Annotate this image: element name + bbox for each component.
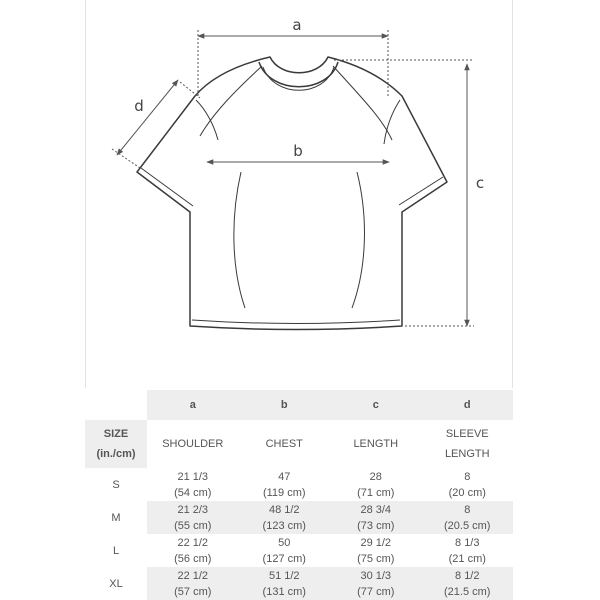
table-cell: 48 1/2 (123 cm) xyxy=(239,501,331,534)
table-cell: 50 (127 cm) xyxy=(262,536,306,565)
dim-d-line xyxy=(117,80,178,155)
table-cell: 8 (20.5 cm) xyxy=(422,501,514,534)
table-cell: 22 1/2 (57 cm) xyxy=(147,567,239,600)
label-b: b xyxy=(293,142,303,160)
right-side-seam xyxy=(352,172,364,308)
tshirt-outline xyxy=(137,57,447,330)
right-sleeve-hem xyxy=(399,177,443,205)
table-cell: 28 3/4 (73 cm) xyxy=(330,501,422,534)
label-a: a xyxy=(292,16,302,34)
table-cell: 29 1/2 (75 cm) xyxy=(357,536,395,565)
size-label: L xyxy=(85,534,147,567)
left-shoulder-seam xyxy=(196,100,218,140)
table-cell: 28 (71 cm) xyxy=(357,470,395,499)
left-sleeve-hem xyxy=(141,168,193,206)
right-shoulder-seam xyxy=(384,100,400,144)
right-raglan-seam xyxy=(333,66,392,140)
left-side-seam xyxy=(234,172,245,308)
table-row xyxy=(85,468,513,501)
table-cell: 21 2/3 (55 cm) xyxy=(147,501,239,534)
table-cell: 47 (119 cm) xyxy=(262,470,306,499)
size-label: S xyxy=(85,468,147,501)
table-row xyxy=(85,567,513,600)
table-cell: 51 1/2 (131 cm) xyxy=(239,567,331,600)
bottom-hem xyxy=(192,320,400,324)
label-c: c xyxy=(475,174,485,192)
sleeve-length-header: SLEEVE LENGTH xyxy=(422,420,514,468)
letter-c: c xyxy=(330,390,422,420)
chest-header: CHEST xyxy=(239,420,331,468)
size-label: XL xyxy=(85,567,147,600)
label-d: d xyxy=(134,97,144,115)
table-row xyxy=(85,534,513,567)
letter-a: a xyxy=(147,390,239,420)
left-raglan-seam xyxy=(200,66,262,136)
tshirt-body xyxy=(137,57,447,330)
length-header: LENGTH xyxy=(330,420,422,468)
size-label: M xyxy=(85,501,147,534)
letter-row xyxy=(85,390,513,420)
size-header: SIZE (in./cm) xyxy=(85,420,147,468)
table-cell: 22 1/2 (56 cm) xyxy=(174,536,212,565)
collar xyxy=(259,62,338,87)
table-cell: 8 1/3 (21 cm) xyxy=(448,536,486,565)
table-cell: 21 1/3 (54 cm) xyxy=(174,470,212,499)
letter-d: d xyxy=(422,390,514,420)
size-chart-table xyxy=(85,390,513,600)
table-cell: 30 1/3 (77 cm) xyxy=(330,567,422,600)
table-cell: 8 (20 cm) xyxy=(448,470,486,499)
table-row xyxy=(85,501,513,534)
letter-b: b xyxy=(239,390,331,420)
table-cell: 8 1/2 (21.5 cm) xyxy=(422,567,514,600)
shoulder-header: SHOULDER xyxy=(147,420,239,468)
header-row xyxy=(85,420,513,468)
letter-cell-blank xyxy=(85,390,147,420)
dimension-lines xyxy=(112,30,474,326)
